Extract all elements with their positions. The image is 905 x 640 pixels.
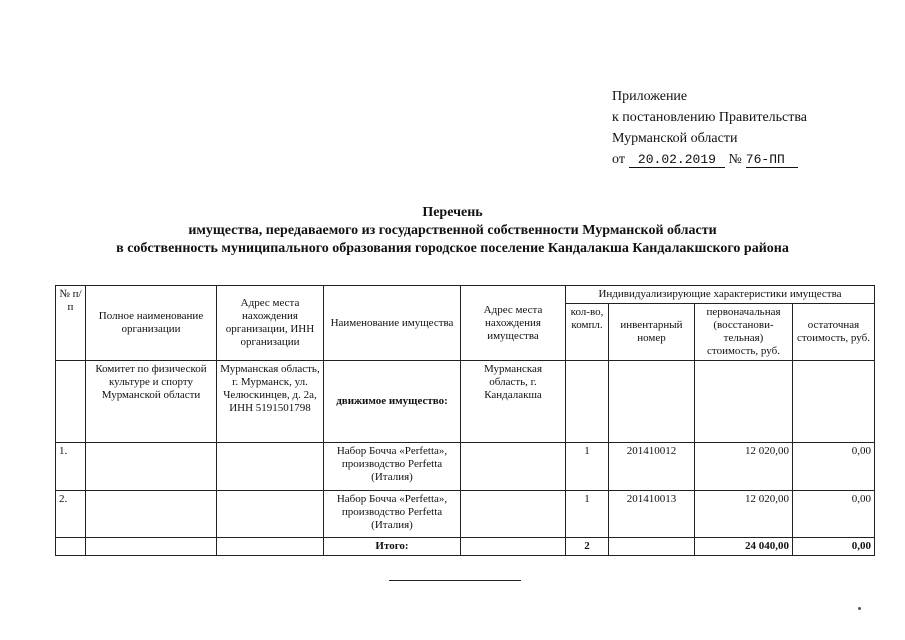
- annex-line-3: Мурманской области: [612, 131, 738, 146]
- annex-from-label: от: [612, 152, 625, 167]
- org-address: Мурманская область, г. Мурманск, ул. Челюскинцев, д. 2а, ИНН 5191501798: [217, 361, 324, 443]
- total-row: [56, 538, 875, 556]
- annex-block: [612, 86, 807, 170]
- total-initial-cost: 24 040,00: [695, 538, 793, 556]
- total-label: Итого:: [324, 538, 461, 556]
- item-name: Набор Бочча «Perfetta», производство Perfetta (Италия): [324, 491, 461, 538]
- annex-number-label: №: [728, 152, 742, 167]
- table-row: [56, 443, 875, 491]
- header-residual-cost: остаточная стоимость, руб.: [793, 304, 875, 361]
- item-inventory: 201410013: [609, 491, 695, 538]
- org-row: [56, 361, 875, 443]
- document-title: [0, 204, 905, 258]
- header-initial-cost: первоначальная (восстанови-тельная) стоимость, руб.: [695, 304, 793, 361]
- title-line-2: имущества, передаваемого из государственной собственности Мурманской области: [188, 223, 717, 238]
- item-inventory: 201410012: [609, 443, 695, 491]
- header-characteristics: Индивидуализирующие характеристики имущества: [566, 286, 875, 304]
- org-row-num: [56, 361, 86, 443]
- item-qty: 1: [566, 491, 609, 538]
- item-residual-cost: 0,00: [793, 443, 875, 491]
- annex-line-2: к постановлению Правительства: [612, 110, 808, 125]
- header-org: Полное наименование организации: [86, 286, 217, 361]
- header-qty: кол-во, компл.: [566, 304, 609, 361]
- total-residual-cost: 0,00: [793, 538, 875, 556]
- org-name: Комитет по физической культуре и спорту Мурманской области: [86, 361, 217, 443]
- header-org-address: Адрес места нахождения организации, ИНН организации: [217, 286, 324, 361]
- item-initial-cost: 12 020,00: [695, 443, 793, 491]
- title-line-1: Перечень: [422, 205, 483, 220]
- header-inventory: инвентарный номер: [609, 304, 695, 361]
- property-address: Мурманская область, г. Кандалакша: [461, 361, 566, 443]
- item-qty: 1: [566, 443, 609, 491]
- header-property: Наименование имущества: [324, 286, 461, 361]
- annex-number: 76-ПП: [746, 152, 798, 168]
- table-row: [56, 491, 875, 538]
- item-num: 1.: [56, 443, 86, 491]
- header-row-1: [56, 286, 875, 304]
- item-num: 2.: [56, 491, 86, 538]
- item-residual-cost: 0,00: [793, 491, 875, 538]
- item-name: Набор Бочча «Perfetta», производство Perfetta (Италия): [324, 443, 461, 491]
- header-num: № п/п: [56, 286, 86, 361]
- item-initial-cost: 12 020,00: [695, 491, 793, 538]
- header-property-address: Адрес места нахождения имущества: [461, 286, 566, 361]
- scan-speck: [858, 607, 861, 610]
- closing-divider: [389, 580, 521, 581]
- property-category: движимое имущество:: [324, 361, 461, 443]
- title-line-3: в собственность муниципального образования городское поселение Кандалакша Кандалакшского района: [116, 241, 789, 256]
- total-qty: 2: [566, 538, 609, 556]
- annex-line-1: Приложение: [612, 89, 688, 104]
- property-table: [55, 285, 875, 556]
- annex-date: 20.02.2019: [629, 152, 725, 168]
- annex-line-4: [612, 149, 807, 170]
